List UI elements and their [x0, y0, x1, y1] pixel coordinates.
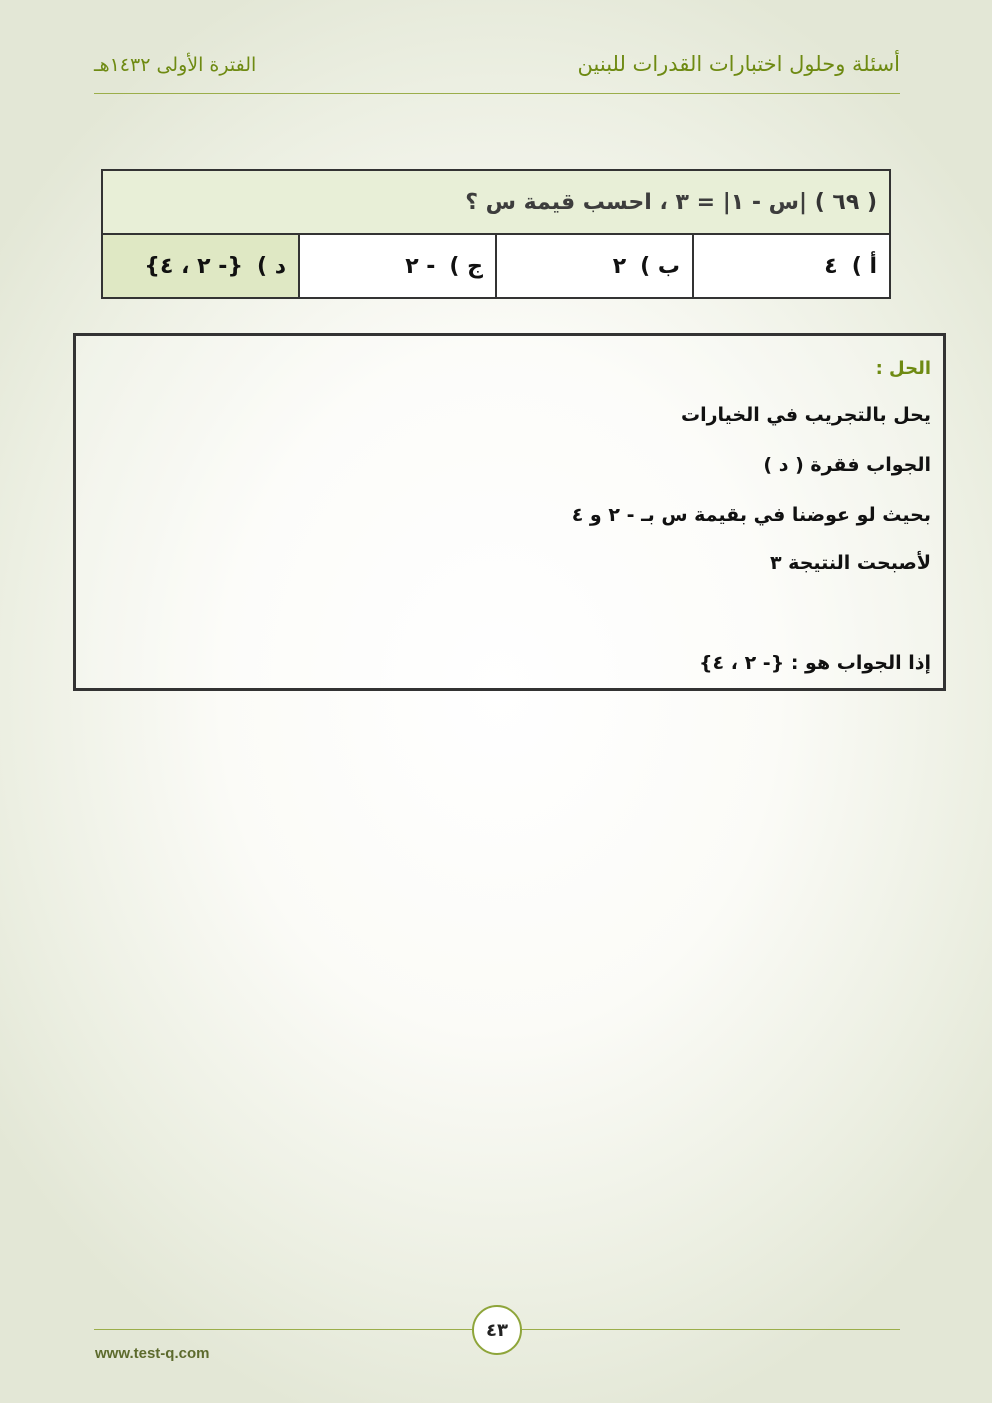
solution-line-3: بحيث لو عوضنا في بقيمة س بـ - ٢ و ٤ [571, 504, 931, 526]
option-b[interactable] [496, 234, 693, 298]
book-title: أسئلة وحلول اختبارات القدرات للبنين [577, 52, 900, 76]
option-b-value: ٢ [612, 253, 627, 279]
page-number: ٤٣ [472, 1305, 522, 1355]
option-a-value: ٤ [824, 253, 838, 279]
option-a-letter: أ ) [851, 253, 877, 279]
option-c[interactable] [299, 234, 496, 298]
option-b-letter: ب ) [640, 253, 680, 279]
question-cell [102, 170, 890, 234]
option-d-letter: د ) [256, 253, 286, 279]
solution-box [73, 333, 946, 691]
header-divider [94, 93, 900, 94]
option-d-value: {- ٢ ، ٤} [144, 253, 243, 279]
solution-answer: إذا الجواب هو : {- ٢ ، ٤} [698, 652, 931, 674]
solution-line-1: يحل بالتجريب في الخيارات [681, 404, 931, 426]
option-a[interactable] [693, 234, 890, 298]
option-c-letter: ج ) [449, 253, 483, 279]
question-number: ( ٦٩ ) [814, 189, 877, 215]
option-c-value: - ٢ [405, 253, 436, 279]
question-text: |س - ١| = ٣ ، احسب قيمة س ؟ [465, 189, 808, 215]
solution-title: الحل : [875, 358, 931, 379]
solution-line-2: الجواب فقرة ( د ) [763, 454, 931, 476]
exam-period: الفترة الأولى ١٤٣٢هـ [94, 54, 257, 76]
website-link[interactable]: www.test-q.com [95, 1345, 210, 1362]
solution-line-4: لأصبحت النتيجة ٣ [769, 552, 931, 574]
footer-divider-left [94, 1329, 472, 1330]
footer-divider-right [522, 1329, 900, 1330]
question-table [101, 169, 891, 299]
option-d[interactable] [102, 234, 299, 298]
